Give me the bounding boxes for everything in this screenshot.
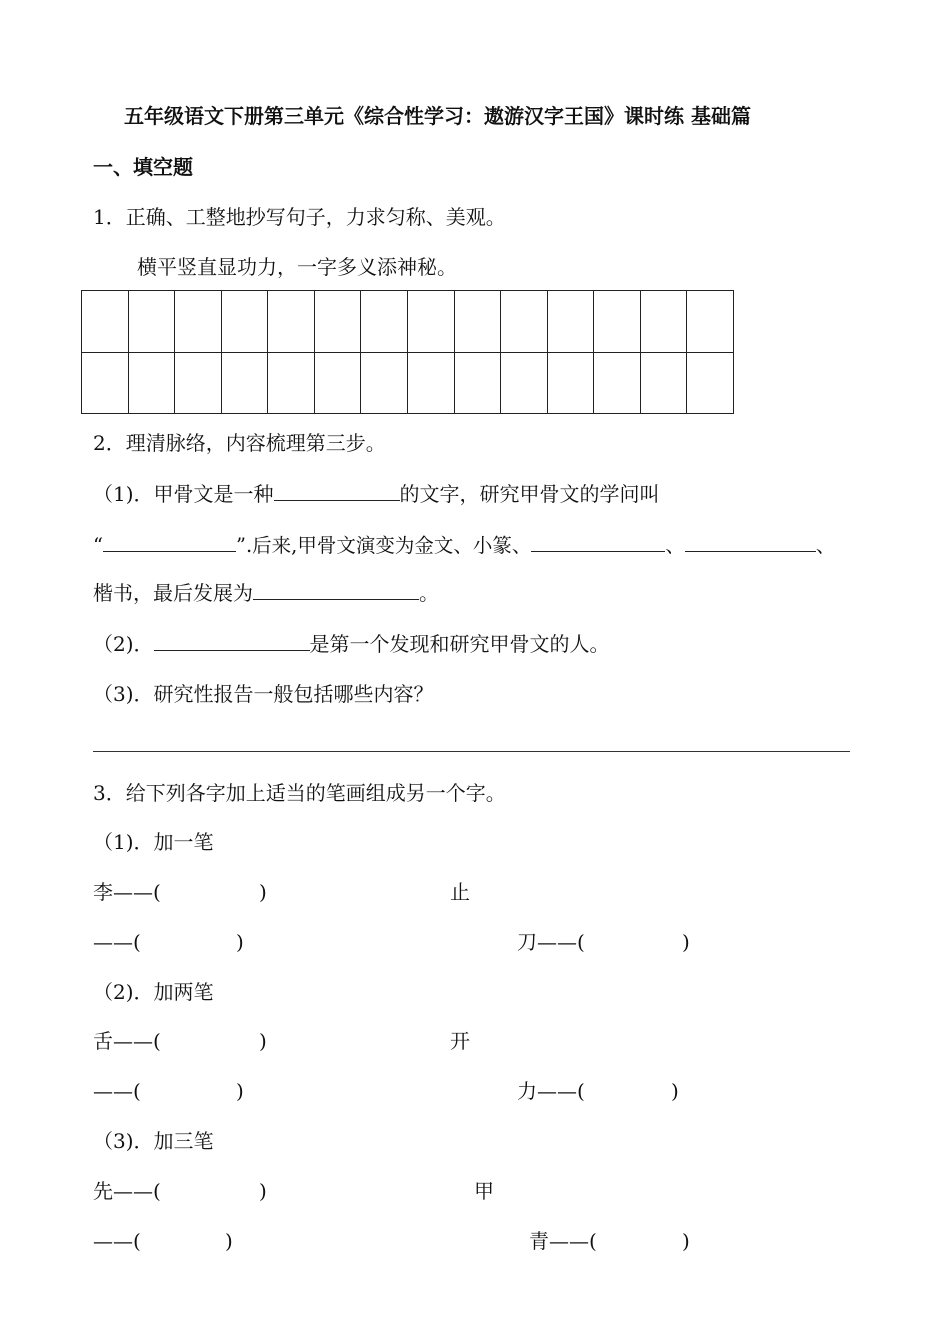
separator: 、	[665, 534, 685, 557]
page-title: 五年级语文下册第三单元《综合性学习：遨游汉字王国》课时练 基础篇	[124, 104, 751, 128]
q3-sub3-char: 甲	[474, 1179, 494, 1203]
answer-blank[interactable]	[274, 482, 400, 501]
section-heading: 一、填空题	[93, 155, 193, 179]
q1-prompt: 1．正确、工整地抄写句子，力求匀称、美观。	[93, 205, 506, 229]
grid-row	[82, 352, 734, 414]
q3-sub3-label: （3)．加三笔	[93, 1129, 214, 1153]
quote-open: “	[93, 534, 103, 557]
grid-cell[interactable]	[221, 352, 268, 414]
q2-part2	[93, 632, 610, 656]
grid-cell[interactable]	[501, 291, 548, 353]
q3-sub1-item3: 刀——(	[517, 930, 585, 954]
answer-blank[interactable]	[685, 533, 816, 552]
grid-row	[82, 291, 734, 353]
paren-close: )	[682, 930, 690, 954]
grid-cell[interactable]	[454, 291, 501, 353]
paren-close: )	[225, 1229, 233, 1253]
q2-part3: （3)．研究性报告一般包括哪些内容？	[93, 682, 434, 706]
q3-prompt: 3．给下列各字加上适当的笔画组成另一个字。	[93, 781, 506, 805]
q3-sub1-char: 止	[450, 880, 470, 904]
copy-grid	[81, 290, 734, 414]
grid-cell[interactable]	[268, 291, 315, 353]
q3-sub3-item3: 青——(	[529, 1229, 597, 1253]
q3-sub2-item2: ——(	[93, 1079, 141, 1103]
grid-cell[interactable]	[594, 291, 641, 353]
grid-cell[interactable]	[547, 352, 594, 414]
grid-cell[interactable]	[454, 352, 501, 414]
q2-prompt: 2．理清脉络，内容梳理第三步。	[93, 431, 386, 455]
grid-cell[interactable]	[175, 291, 222, 353]
grid-cell[interactable]	[268, 352, 315, 414]
q2-part1-text-b: 的文字，研究甲骨文的学问叫	[399, 482, 660, 506]
answer-blank[interactable]	[253, 581, 419, 600]
q2-part2-label: （2)．	[93, 632, 154, 656]
answer-blank[interactable]	[154, 632, 310, 651]
paren-close: )	[259, 880, 267, 904]
grid-cell[interactable]	[547, 291, 594, 353]
grid-cell[interactable]	[361, 291, 408, 353]
paren-close: )	[236, 1079, 244, 1103]
q2-part2-text: 是第一个发现和研究甲骨文的人。	[309, 632, 610, 656]
paren-close: )	[236, 930, 244, 954]
q2-part1-line2	[93, 533, 835, 558]
q2-part1-line3	[93, 581, 439, 605]
grid-cell[interactable]	[407, 291, 454, 353]
grid-cell[interactable]	[82, 352, 129, 414]
q2-part1-text-d: 楷书，最后发展为	[93, 581, 253, 605]
paren-close: )	[671, 1079, 679, 1103]
q3-sub3-item2: ——(	[93, 1229, 141, 1253]
q3-sub1-item1: 李——(	[93, 880, 161, 904]
paren-close: )	[682, 1229, 690, 1253]
q3-sub2-label: （2)．加两笔	[93, 980, 214, 1004]
separator: 、	[815, 534, 836, 557]
q3-sub2-item1: 舌——(	[93, 1029, 161, 1053]
q3-sub2-item3: 力——(	[517, 1079, 585, 1103]
q2-part1-line1	[93, 482, 660, 506]
q1-sentence: 横平竖直显功力，一字多义添神秘。	[137, 255, 457, 279]
grid-cell[interactable]	[687, 291, 734, 353]
grid-cell[interactable]	[594, 352, 641, 414]
grid-cell[interactable]	[314, 291, 361, 353]
grid-cell[interactable]	[407, 352, 454, 414]
q3-sub1-item2: ——(	[93, 930, 141, 954]
grid-cell[interactable]	[128, 352, 175, 414]
grid-cell[interactable]	[361, 352, 408, 414]
answer-blank[interactable]	[531, 533, 665, 552]
paren-close: )	[259, 1029, 267, 1053]
q2-part1-text-c: ”.后来,甲骨文演变为金文、小篆、	[235, 534, 532, 557]
grid-cell[interactable]	[314, 352, 361, 414]
grid-cell[interactable]	[128, 291, 175, 353]
grid-cell[interactable]	[501, 352, 548, 414]
answer-blank[interactable]	[103, 533, 236, 552]
period: 。	[419, 581, 439, 605]
q3-sub1-label: （1)．加一笔	[93, 830, 214, 854]
grid-cell[interactable]	[175, 352, 222, 414]
q3-sub3-item1: 先——(	[93, 1179, 161, 1203]
grid-cell[interactable]	[687, 352, 734, 414]
q3-sub2-char: 开	[450, 1029, 470, 1053]
grid-cell[interactable]	[640, 352, 687, 414]
grid-cell[interactable]	[82, 291, 129, 353]
grid-cell[interactable]	[221, 291, 268, 353]
grid-cell[interactable]	[640, 291, 687, 353]
answer-line[interactable]	[93, 751, 850, 752]
paren-close: )	[259, 1179, 267, 1203]
q2-part1-text-a: （1)．甲骨文是一种	[93, 482, 274, 506]
